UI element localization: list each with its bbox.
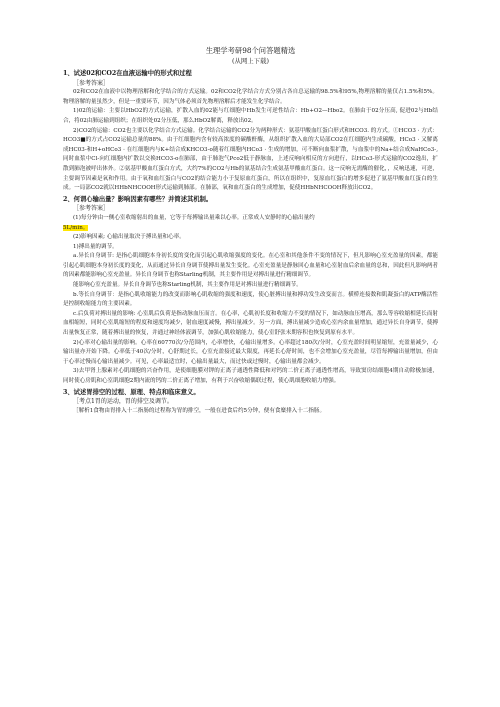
- paragraph: 能影响心室充盈量。异长自身调节也称Starling机制，其主要作用是对搏出量进行精细调节。: [73, 282, 302, 289]
- paragraph: a.异长自身调节: 是指心肌细胞本身初长度的变化而引起心肌收缩强度的变化。在心室和其他条件不变的情况下，但凡影响心室充盈量的因素，都能引起心肌细胞本身初长度的变化，从而通过异长自身调节使搏出量发生变化。心室充盈量是静脉回心血量和心室射血后余血量的总和，因此但凡影响两者的因素都能影响心室充盈量。异长自身调节也称Starling机制，其主要作用是对搏出量进行精细调节。: [63, 253, 438, 279]
- paragraph-continuation: [63, 224, 438, 234]
- paragraph: 2)CO2的运输：CO2也主要以化学结合方式运输。化学结合运输的CO2分为两种形式：氨基甲酸血红蛋白形式和HCO3. 的方式。①HCO3 · 方式：HCO3■的方式占CO2运输总量的88%。由于红细胞内含有较高浓度的碳酸酐酶，从组织扩散入血的大局部CO2在红细胞内生成碳酸，HCo3 · 又解离成HC03-和H+oHCo3 · 在红细胞内与K+结合成KHCO3-o随着红细胞内HCo3 · 生成的增加，可不断向血浆扩散，与血浆中的Na+结合成NaHCo3-,同时血浆中Cl-向红细胞内扩散以交换HCO3-o在肺部，由于肺泡气Pco2低于静脉血，上述反响向相反的方向进行，以HCo3-形式运输的CO2逸出，扩散到肺泡被呼出体外。②氨基甲酸血红蛋白方式，大约7%的CO2与Hb的氨基结合生成氨基甲酸血红蛋白。这一反响无需酶的催化，，反响迅速，可逆，主要调节因素是氧和作用。由于氧和血红蛋白与CO2的结合能力小于复原血红蛋白，所以在组织中，复原血红蛋白的增多促进了氨基甲酸血红蛋白的生成。一局部CO2就以HHbNHCOOH形式运输到肺部。在肺部，氧和血红蛋白的生成增加，促使HHbNHCOOH释放出CO2。: [63, 127, 438, 192]
- question-heading: 3、试述胃排空的过程、原理、特点和临床意义。: [63, 388, 200, 396]
- paragraph: 02和CO2在血液中以物理溶解和化学结合的方式运输。02和CO2化学结合方式分别占各自总运输的98.5%和95%,物理溶解的量仅占1.5%和5%。物理溶解的量虽然少，但是一重要环节，因为气体必须首先物理溶解后才能发生化学结合。: [63, 89, 438, 105]
- document-subtitle: (从网上下载): [232, 57, 269, 65]
- document-body: [63, 46, 438, 416]
- paragraph: b.等长自身调节：是指心肌收缩能力的改变而影响心肌收缩的强度和速度，使心脏搏出量和搏功发生改变而言。横桥连接数和肌凝蛋白的ATP酶活性是控制收缩能力的主要因素。: [63, 291, 438, 308]
- paragraph: (2)影响因素; 心输出量取决于搏出量和心率。: [73, 234, 185, 241]
- paragraph: 1)02的运输：主要以HbO2的方式运输，扩散入血的02能与红细胞中Hb发生可逆性结合：Hb+O2—Hbo2。在肺由于02分压高, 促进02与Hb结合，将02由肺运输到组织；在组织处02分压低，那么HbO2解离，释放出02。: [63, 108, 438, 124]
- question-heading: 1、试述02和CO2在血液运输中的形式和过程: [63, 70, 192, 77]
- paragraph: 3)去甲肾上腺素对心肌细胞的兴奋作用，是使细胞膜对钾的正离子通透性降低和对钙的二价正离子通透性增高，导致窦房结细胞4期自动除极加速，同时使心房肌和心室肌细胞2期内流的钙的二价正离子增加，有利于兴奋收缩偶联过程，使心肌细胞收缩力增强。: [63, 368, 438, 384]
- document-title: 生理学考研98个问答题精选: [205, 46, 296, 55]
- reference-answer-label: ［考点1胃的运动，胃的排空及调节。: [73, 398, 173, 406]
- paragraph: 1)搏出量的调节。: [73, 243, 118, 250]
- highlighted-text: 5L/min。: [63, 224, 89, 231]
- paragraph: (1)每分钟由一侧心室收缩射出的血量，它等于每搏输出量乘以心率。正常成人安静时的心输出量约: [73, 214, 315, 221]
- paragraph: 2)心率对心输出量的影响。心率在60770次/分范围内，心率增快，心输出量增多。心率超过180次/分时，心室充盈时间明显缩短，充盈量减少，心输出量亦开始下降。心率低于40次/分时，心舒期过长，心室充盈接近最大限度，再延长心舒时间，也不会增加心室充盈量，尽管每搏输出量增加，但由于心率过慢而心输出量减少。可见，心率最适宜时，心输出量最大，而过快或过慢时，心输出量都会减少。: [63, 339, 438, 365]
- paragraph: ［解析1食物由胃排入十二指肠的过程称为胃的排空，一般在进食后约5分钟，便有食糜排入十二指肠。: [73, 407, 326, 414]
- reference-answer-label: ［参考答案］: [73, 205, 110, 213]
- reference-answer-label: ［参考答案］: [73, 79, 110, 87]
- paragraph: c.后负荷对搏出量的影响: 心室肌后负荷是指动脉血压而言。在心率，心肌初长度和收缩力不变的情况下，如动脉血压增高，那么等容收缩相延长而射血相缩短，同时心室肌缩短的程度和速度均减少，射血速度减慢，搏出量减少。另一方面，搏出量减少造成心室内余血量增加，通过异长自身调节，使搏出量恢复正常，随着搏出量的恢复，并通过神经体液调节，加强心肌收缩能力，使心室舒张末期容积也恢复到原有水平。: [63, 310, 438, 337]
- question-heading: 2、何谓心输出量？影响因素有哪些？并简述其机制。: [63, 195, 213, 203]
